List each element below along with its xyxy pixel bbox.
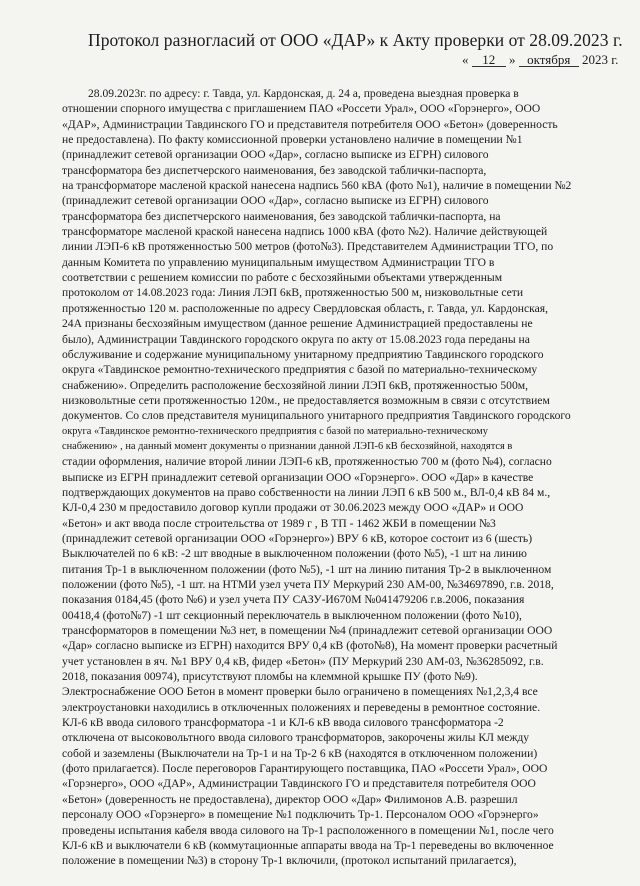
text-line: КЛ-6 кВ ввода силового трансформатора -1 и КЛ-6 кВ ввода силового трансформатора -2	[62, 716, 504, 730]
text-line: выписке из ЕГРН принадлежит сетевой организации ООО «Горэнерго». ООО «Дар» в качестве	[62, 470, 534, 484]
text-line: «Бетон» и акт ввода после строительства от 1989 г , В ТП - 1462 ЖБИ в помещении №3	[62, 516, 496, 530]
date-year: 2023 г.	[582, 52, 619, 67]
text-line: (принадлежит сетевой организации ООО «Дар», согласно выписке из ЕГРН) силового	[62, 194, 489, 208]
text-line: линии ЛЭП-6 кВ протяженностью 500 метров (фото№3). Представителем Администрации ТГО, по	[62, 240, 554, 254]
text-line: трансформатора без диспетчерского наименования, без заводской таблички-паспорта, на	[62, 209, 501, 223]
text-line: собой и заземлены (Выключатели на Тр-1 и на Тр-2 6 кВ (находятся в отключенном положении)	[62, 746, 538, 760]
text-line: «Бетон» (доверенность не предоставлена), директор ООО «Дар» Филимонов А.В. разрешил	[62, 792, 518, 806]
text-line: положении (фото №5), -1 шт. на НТМИ узел учета ПУ Меркурий 230 АМ-00, №34697890, г.в. 2018,	[62, 578, 554, 591]
text-line: документов. Со слов представителя муниципального унитарного предприятия Тавдинского городского	[62, 409, 571, 423]
text-line: на трансформаторе масленой краской нанесена надпись 560 кВА (фото №1), наличие в помещении №2	[62, 179, 572, 193]
text-line: трансформатора без диспетчерского наименования, без заводской таблички-паспорта,	[62, 163, 487, 177]
date-month: октября	[519, 54, 579, 67]
text-line: отношении спорного имущества с приглашением ПАО «Россети Урал», ООО «Горэнерго», ООО	[62, 102, 541, 116]
document-date	[462, 52, 618, 68]
text-line: отключена от высоковольтного ввода силового трансформаторов, закорочены жилы КЛ между	[62, 731, 530, 745]
text-line: округа «Тавдинское ремонтно-технического предприятия с базой по материально-техническому	[62, 363, 538, 377]
text-line: КЛ-6 кВ и выключатели 6 кВ (коммутационные аппараты ввода на Тр-1 переведены во включенное	[62, 838, 554, 852]
text-line: электроустановки находились в отключенных положениях и переведены в ремонтное состояние.	[62, 700, 541, 714]
text-line: трансформаторе масленой краской нанесена надпись 1000 кВА (фото №2). Наличие действующей	[62, 225, 548, 239]
date-quote-open: «	[462, 52, 469, 67]
text-line: 2018, показания 00974), присутствуют пломбы на клеммной крышке ПУ (фото №9).	[62, 670, 478, 684]
text-line: трансформаторов в помещении №3 нет, в помещении №4 (принадлежит сетевой организации ООО	[62, 624, 553, 638]
date-quote-close: »	[509, 52, 516, 67]
text-line: 28.09.2023г. по адресу: г. Тавда, ул. Кардонская, д. 24 а, проведена выездная проверка в	[88, 87, 519, 100]
text-line: обслуживание и содержание муниципальному унитарному предприятию Тавдинского городского	[62, 347, 544, 361]
text-line: 00418,4 (фото№7) -1 шт секционный переключатель в выключенном положении (фото №10),	[62, 608, 522, 622]
text-line: (фото прилагается). После переговоров Гарантирующего поставщика, ПАО «Россети Урал», ООО	[62, 762, 548, 776]
text-line: соответствии с решением комиссии по работе с бесхозяйными объектами утвержденным	[62, 271, 503, 285]
document-title: Протокол разногласий от ООО «ДАР» к Акту проверки от 28.09.2023 г.	[88, 30, 623, 50]
text-line: данным Комитета по управлению муниципальным имуществом Администрации ТГО в	[62, 255, 495, 269]
text-line: КЛ-0,4 230 м предоставило договор купли продажи от 30.06.2023 между ООО «ДАР» и ООО	[62, 501, 524, 515]
text-line: питания Тр-1 в выключенном положении (фото №5), -1 шт на линию питания Тр-2 в выключенном	[62, 562, 552, 576]
text-line: показания 0184,45 (фото №6) и узел учета ПУ САЗУ-И670М №041479206 г.в.2006, показания	[62, 593, 525, 607]
document-body	[62, 86, 622, 869]
text-line: 24А признаны бесхозяйным имуществом (данное решение Администрацией предоставлены не	[62, 317, 533, 331]
date-day: 12	[472, 54, 506, 67]
text-line: низковольтные сети протяженностью 120м., не предоставляется возможным в связи с отсутствием	[62, 393, 550, 407]
text-line: проведены испытания кабеля ввода силового на Тр-1 расположенного в помещении №1, после чего	[62, 823, 554, 837]
text-line: Выключателей по 6 кВ: -2 шт вводные в выключенном положении (фото №5), -1 шт на линию	[62, 547, 527, 561]
text-line: «Горэнерго», ООО «ДАР», Администрации Тавдинского ГО и представителя потребителя ООО	[62, 777, 536, 791]
text-line: «ДАР», Администрации Тавдинского ГО и представителя потребителя ООО «Бетон» (доверенность	[62, 117, 558, 131]
text-line: протоколом от 14.08.2023 года: Линия ЛЭП 6кВ, протяженностью 500 м, низковольтные сети	[62, 286, 524, 300]
text-line: было), Администрации Тавдинского городского округа по акту от 15.08.2023 года переданы на	[62, 332, 530, 346]
text-line: округа «Тавдинское ремонтно-технического предприятия с базой по материально-техническому	[62, 425, 488, 437]
text-line: снабжению». Определить расположение бесхозяйной линии ЛЭП 6кВ, протяженностью 500м,	[62, 378, 528, 392]
text-line: стадии оформления, наличие второй линии ЛЭП-6 кВ, протяженностью 700 м (фото №4), согласно	[62, 455, 552, 469]
text-line: снабжению» , на данный момент документы о признании данной ЛЭП-6 кВ бесхозяйной, находятся в	[62, 440, 513, 452]
text-line: учет установлен в яч. №1 ВРУ 0,4 кВ, фидер «Бетон» (ПУ Меркурий 230 АМ-03, №36285092, г.в.	[62, 654, 544, 668]
text-line: персоналу ООО «Горэнерго» в помещение №1 подключить Тр-1. Персоналом ООО «Горэнерго»	[62, 808, 539, 822]
text-line: положение в помещении №3) в сторону Тр-1 включили, (протокол испытаний прилагается),	[62, 854, 517, 868]
text-line: (принадлежит сетевой организации ООО «Горэнерго») ВРУ 6 кВ, которое состоит из 6 (шесть)	[62, 531, 533, 545]
text-line: (принадлежит сетевой организации ООО «Дар», согласно выписке из ЕГРН) силового	[62, 148, 489, 162]
text-line: «Дар» согласно выписке из ЕГРН) находится ВРУ 0,4 кВ (фото№8), На момент проверки расчетный	[62, 639, 558, 653]
text-line: Электроснабжение ООО Бетон в момент проверки было ограничено в помещениях №1,2,3,4 все	[62, 685, 538, 699]
text-line: подтверждающих документов на право собственности на линии ЛЭП 6 кВ 500 м., ВЛ-0,4 кВ 84 м.,	[62, 485, 551, 499]
text-line: протяженностью 120 м. расположенные по адресу Свердловская область, г. Тавда, ул. Кардонская,	[62, 301, 548, 315]
text-line: не предоставлена). По факту комиссионной проверки установлено наличие в помещении №1	[62, 133, 523, 147]
